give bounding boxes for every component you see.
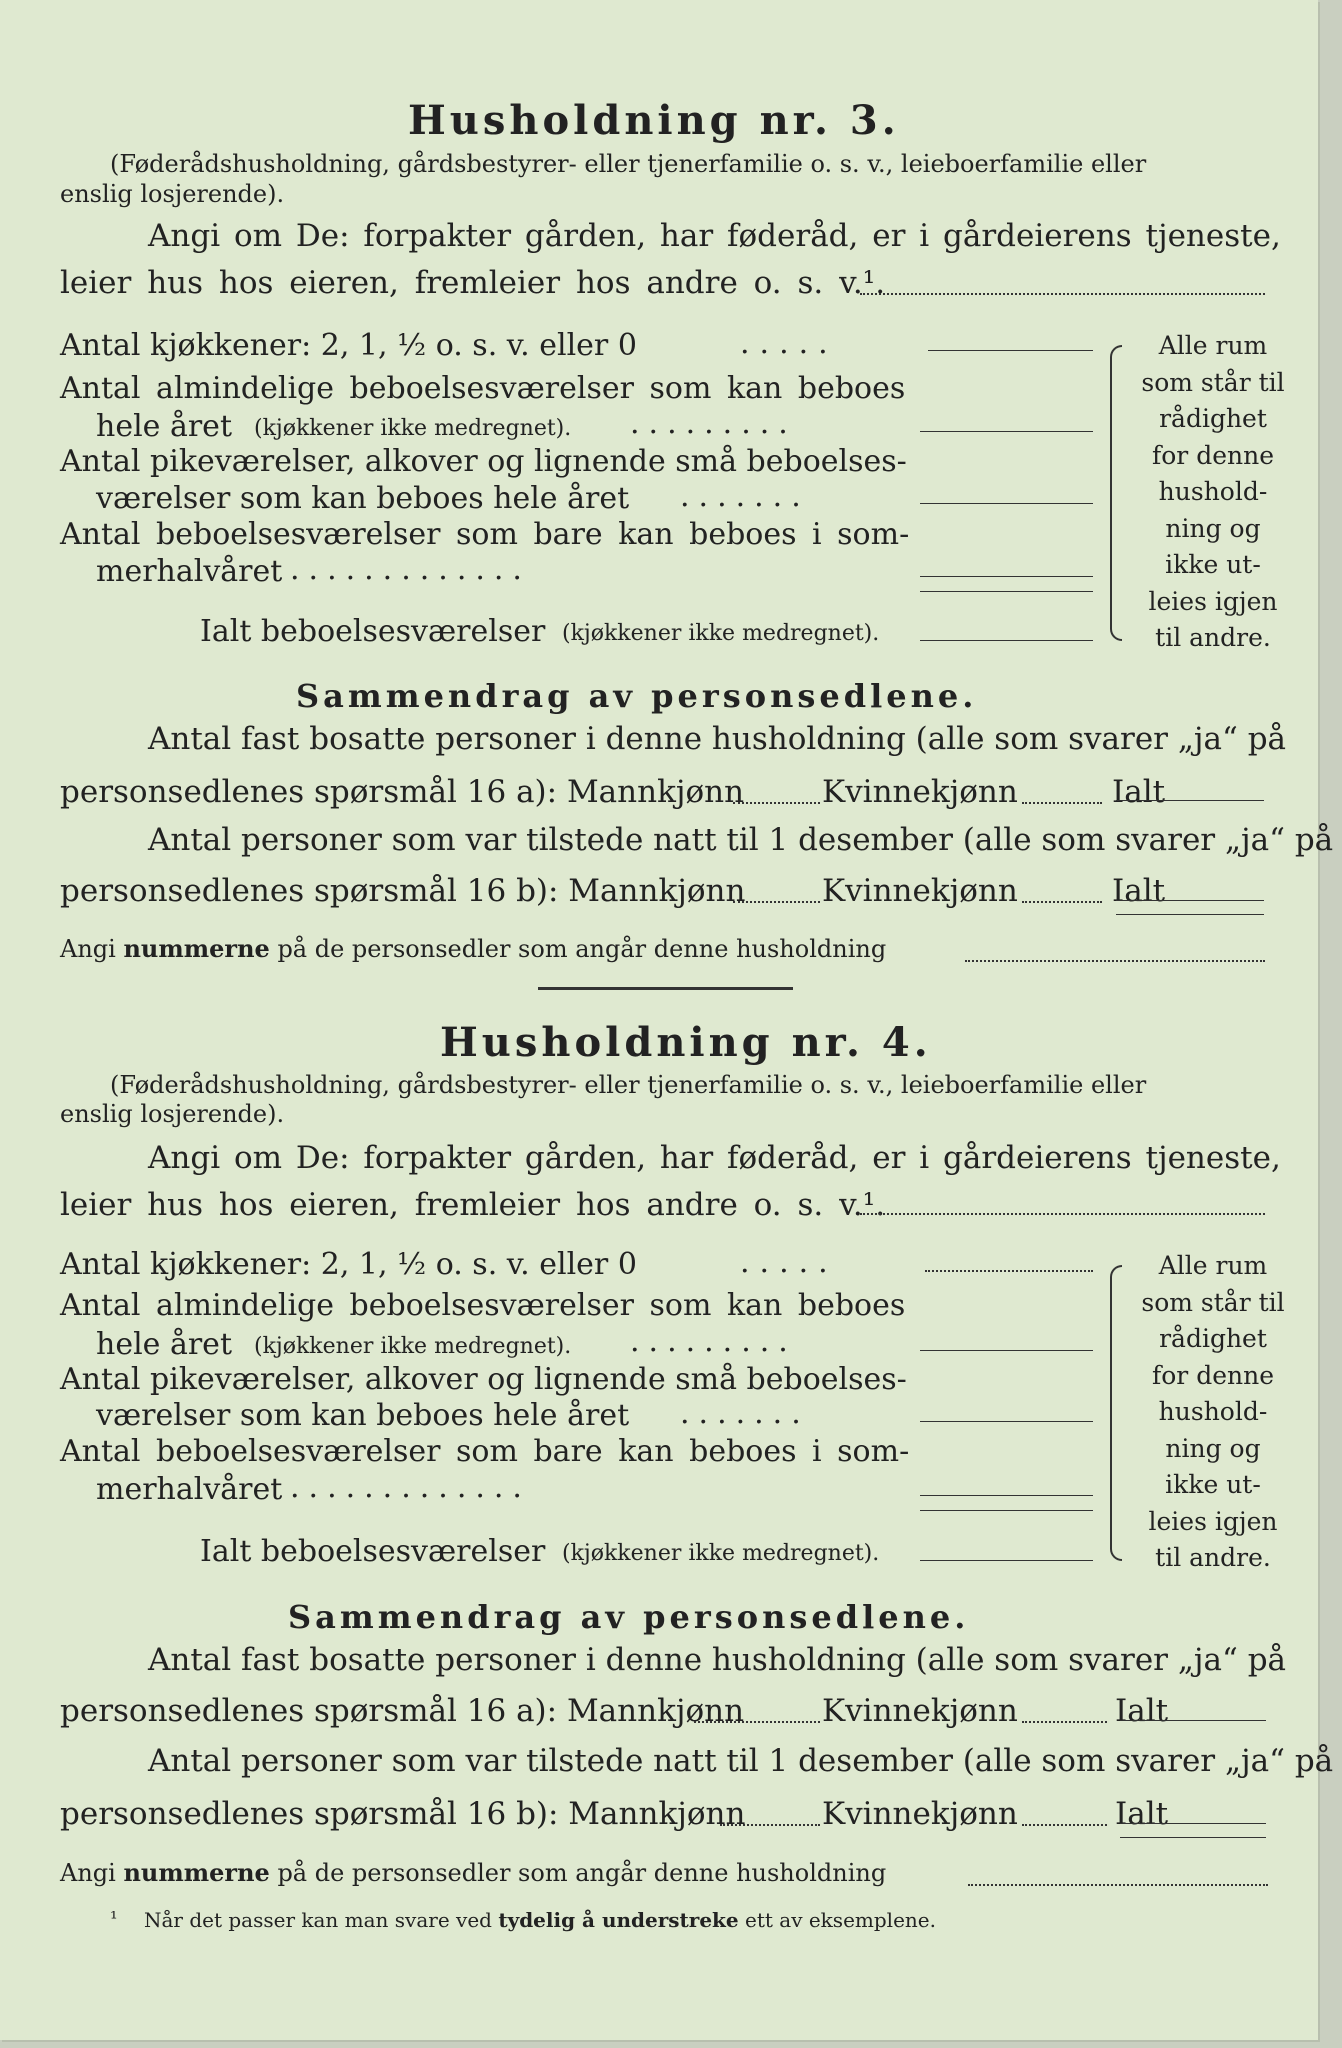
household-4-ordinary-rooms-field[interactable] [920,1350,1093,1351]
household-3-ordinary-rooms-label-2: hele året [96,409,232,444]
household-3-summary-title: Sammendrag av personsedlene. [296,677,978,715]
household-4-side-note: Alle rum som står til rådighet for denne hushold- ning og ikke ut- leies igjen til andre. [1141,1251,1285,1572]
household-4-resident-female-label: Kvinnekjønn [822,1693,1018,1729]
household-3-resident-female-field[interactable] [1022,802,1102,804]
household-4-present-line1: Antal personer som var tilstede natt til 1 desember (alle som svarer „ja“ på [148,1743,1334,1779]
household-3-resident-total-label: Ialt [1112,774,1166,810]
household-3-resident-total-field[interactable] [1116,800,1264,801]
household-4-title: Husholdning nr. 4. [440,1019,932,1066]
household-4-kitchens-label: Antal kjøkkener: 2, 1, ½ o. s. v. eller 0 [60,1247,637,1282]
household-4-small-rooms-dots: ....... [680,1396,810,1431]
footnote-marker: ¹ [110,1908,118,1930]
household-4-present-total-field[interactable] [1120,1823,1266,1824]
household-3-ordinary-rooms-label: Antal almindelige beboelsesværelser som kan beboes [60,371,906,406]
household-4-total-rooms-field[interactable] [920,1560,1093,1561]
household-3-summer-rooms-field[interactable] [920,576,1093,577]
household-4-angi-line1: Angi om De: forpakter gården, har føderåd, er i gårdeierens tjeneste, [148,1140,1281,1176]
household-4-present-female-label: Kvinnekjønn [822,1796,1018,1832]
household-3-side-note: Alle rum som står til rådighet for denne hushold- ning og ikke ut- leies igjen til andre. [1141,331,1285,652]
household-3-present-male-field[interactable] [733,901,820,903]
household-3-total-rooms-note: (kjøkkener ikke medregnet). [562,621,880,646]
household-4-resident-total-label: Ialt [1115,1693,1169,1729]
household-3-present-female-field[interactable] [1022,901,1102,903]
household-3-ordinary-rooms-dots: ......... [630,406,797,441]
household-4-summer-rooms-label-2: merhalvåret [96,1472,283,1507]
household-3-ordinary-rooms-field[interactable] [920,431,1093,432]
household-4-resident-label: personsedlenes spørsmål 16 a): Mannkjønn [60,1693,745,1729]
household-4-present-label: personsedlenes spørsmål 16 b): Mannkjønn [60,1796,746,1832]
household-4-ordinary-rooms-note: (kjøkkener ikke medregnet). [254,1334,572,1359]
household-3-ordinary-rooms-note: (kjøkkener ikke medregnet). [254,416,572,441]
household-4-present-total-label: Ialt [1115,1796,1169,1832]
household-4-kitchens-field[interactable] [925,1270,1093,1272]
household-4-brace [1110,1265,1122,1561]
household-3-resident-female-label: Kvinnekjønn [822,774,1018,810]
household-4-angi-line2: leier hus hos eieren, fremleier hos andre o. s. v.¹. [60,1187,886,1223]
household-4-total-rooms-label: Ialt beboelsesværelser [200,1534,546,1569]
household-4-ordinary-rooms-label-2: hele året [96,1327,232,1362]
household-4-kitchens-dots: ..... [740,1245,838,1280]
household-4-resident-male-field[interactable] [694,1721,820,1723]
household-4-ordinary-rooms-label: Antal almindelige beboelsesværelser som kan beboes [60,1288,906,1323]
household-3-note-line2: enslig losjerende). [60,180,285,208]
household-4-present-female-field[interactable] [1022,1824,1107,1826]
household-3-present-total-field[interactable] [1116,900,1264,901]
household-3-summer-rooms-label: Antal beboelsesværelser som bare kan beboes i som- [60,517,910,552]
household-3-present-female-label: Kvinnekjønn [822,873,1018,909]
household-4-numbers-label: Angi nummerne på de personsedler som angår denne husholdning [60,1858,887,1887]
household-3-angi-line1: Angi om De: forpakter gården, har føderåd, er i gårdeierens tjeneste, [148,218,1281,254]
household-4-angi-field[interactable] [860,1213,1265,1215]
household-3-title: Husholdning nr. 3. [408,97,900,144]
household-3-kitchens-label: Antal kjøkkener: 2, 1, ½ o. s. v. eller 0 [60,328,637,363]
household-4-present-total-double-line [1120,1837,1266,1838]
household-4-numbers-field[interactable] [968,1884,1268,1886]
household-4-summary-title: Sammendrag av personsedlene. [288,1598,970,1636]
household-4-subtotal-line [920,1510,1093,1511]
household-3-brace [1110,345,1122,641]
household-3-angi-line2: leier hus hos eieren, fremleier hos andre o. s. v.¹. [60,265,886,301]
household-3-numbers-label: Angi nummerne på de personsedler som angår denne husholdning [60,934,887,963]
household-4-resident-line1: Antal fast bosatte personer i denne husholdning (alle som svarer „ja“ på [148,1642,1287,1678]
household-3-small-rooms-dots: ....... [680,479,810,514]
household-3-present-line1: Antal personer som var tilstede natt til 1 desember (alle som svarer „ja“ på [148,822,1334,858]
household-3-resident-line1: Antal fast bosatte personer i denne husholdning (alle som svarer „ja“ på [148,721,1287,757]
household-4-summer-rooms-label: Antal beboelsesværelser som bare kan beboes i som- [60,1434,910,1469]
household-3-present-total-double-line [1116,914,1264,915]
household-3-total-rooms-label: Ialt beboelsesværelser [200,614,546,649]
household-3-subtotal-line [920,591,1093,592]
household-4-resident-female-field[interactable] [1022,1721,1107,1723]
household-4-ordinary-rooms-dots: ......... [630,1324,797,1359]
household-3-angi-field[interactable] [860,293,1265,295]
household-4-summer-rooms-dots: ............. [290,1470,531,1505]
household-4-small-rooms-label: Antal pikeværelser, alkover og lignende små beboelses- [60,1362,907,1397]
household-3-numbers-field[interactable] [965,960,1265,962]
household-3-summer-rooms-dots: ............. [290,552,531,587]
household-3-present-label: personsedlenes spørsmål 16 b): Mannkjønn [60,873,746,909]
household-3-kitchens-dots: ..... [740,326,838,361]
footnote: Når det passer kan man svare ved tydelig å understreke ett av eksemplene. [144,1908,936,1932]
household-4-small-rooms-label-2: værelser som kan beboes hele året [96,1398,630,1433]
household-3-resident-label: personsedlenes spørsmål 16 a): Mannkjønn [60,774,745,810]
household-3-summer-rooms-label-2: merhalvåret [96,554,283,589]
household-3-present-total-label: Ialt [1112,873,1166,909]
household-3-total-rooms-field[interactable] [920,640,1093,641]
household-4-total-rooms-note: (kjøkkener ikke medregnet). [562,1541,880,1566]
household-3-small-rooms-label-2: værelser som kan beboes hele året [96,481,630,516]
household-4-note-line1: (Føderådshusholdning, gårdsbestyrer- eller tjenerfamilie o. s. v., leieboerfamilie eller [110,1071,1147,1099]
household-3-small-rooms-field[interactable] [920,503,1093,504]
household-4-resident-total-field[interactable] [1120,1720,1266,1721]
household-3-resident-male-field[interactable] [733,802,820,804]
household-3-small-rooms-label: Antal pikeværelser, alkover og lignende små beboelses- [60,444,907,479]
household-3-note-line1: (Føderådshusholdning, gårdsbestyrer- eller tjenerfamilie o. s. v., leieboerfamilie eller [110,150,1147,178]
household-4-note-line2: enslig losjerende). [60,1100,285,1128]
household-4-summer-rooms-field[interactable] [920,1495,1093,1496]
household-4-small-rooms-field[interactable] [920,1421,1093,1422]
household-4-present-male-field[interactable] [720,1824,820,1826]
household-3-kitchens-field[interactable] [928,350,1093,351]
section-divider [538,987,793,990]
